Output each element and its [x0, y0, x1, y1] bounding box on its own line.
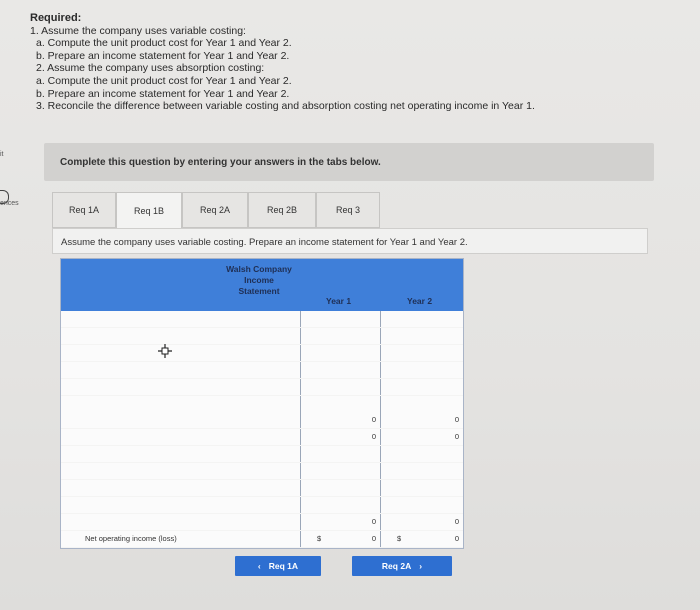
required-line-1: 1. Assume the company uses variable costing:: [30, 24, 246, 37]
label-input[interactable]: [61, 362, 301, 378]
table-row: [61, 480, 463, 496]
label-input[interactable]: [61, 446, 301, 462]
cell-value: 0: [454, 415, 459, 425]
year-1-input[interactable]: [301, 463, 381, 479]
cell-value: 0: [454, 516, 459, 526]
chevron-left-icon: ‹: [257, 561, 261, 571]
company-title: Walsh Company: [226, 264, 292, 274]
year-2-input[interactable]: [381, 311, 463, 327]
prev-req-button[interactable]: [235, 556, 321, 576]
statement-title: Income Statement: [238, 275, 280, 296]
label-input[interactable]: [61, 345, 301, 361]
label-input[interactable]: [61, 379, 301, 395]
required-line-1b: b. Prepare an income statement for Year 1 and Year 2.: [36, 49, 290, 62]
table-row: [61, 446, 463, 462]
year-1-input[interactable]: [301, 345, 381, 361]
year-1-input[interactable]: [301, 429, 381, 445]
year-2-input[interactable]: [381, 531, 463, 547]
tab-req-1a[interactable]: Req 1A: [52, 192, 116, 228]
table-row: [61, 531, 463, 547]
tab-req-3[interactable]: Req 3: [316, 192, 380, 228]
table-row: [61, 362, 463, 378]
year-2-input[interactable]: [381, 514, 463, 530]
year-1-input[interactable]: [301, 362, 381, 378]
year-2-input[interactable]: [381, 429, 463, 445]
label-input[interactable]: [61, 463, 301, 479]
label-input[interactable]: [61, 328, 301, 344]
cell-value: 0: [454, 533, 459, 543]
year-2-input[interactable]: [381, 446, 463, 462]
prev-req-label: Req 1A: [268, 561, 299, 571]
instructions-banner: [44, 143, 654, 181]
cell-value: 0: [454, 432, 459, 442]
income-statement-table: [60, 258, 464, 549]
year-1-header: Year 1: [326, 296, 352, 306]
label-input[interactable]: [61, 497, 301, 513]
year-2-input[interactable]: [381, 463, 463, 479]
row-label: Net operating income (loss): [85, 533, 177, 543]
next-req-button[interactable]: [352, 556, 452, 576]
dollar-sign: $: [397, 533, 402, 543]
label-input[interactable]: [61, 480, 301, 496]
table-row: [61, 514, 463, 530]
table-row: [61, 396, 463, 412]
table-header: [61, 259, 463, 311]
year-1-input[interactable]: [301, 497, 381, 513]
chevron-right-icon: ›: [419, 561, 423, 571]
required-line-1a: a. Compute the unit product cost for Year 1 and Year 2.: [36, 37, 292, 50]
table-row: [61, 497, 463, 513]
year-1-input[interactable]: [301, 396, 381, 412]
year-1-input[interactable]: [301, 412, 381, 428]
table-row: [61, 429, 463, 445]
required-line-2a: a. Compute the unit product cost for Year 1 and Year 2.: [36, 74, 292, 87]
banner-text: Complete this question by entering your answers in the tabs below.: [60, 157, 381, 168]
year-1-input[interactable]: [301, 328, 381, 344]
year-2-input[interactable]: [381, 345, 463, 361]
year-2-input[interactable]: [381, 362, 463, 378]
year-2-input[interactable]: [381, 412, 463, 428]
cell-value: 0: [371, 432, 376, 442]
next-req-label: Req 2A: [381, 561, 412, 571]
table-row: [61, 345, 463, 361]
label-input[interactable]: [61, 531, 301, 547]
label-input[interactable]: [61, 396, 301, 412]
table-row: [61, 412, 463, 428]
required-line-3: 3. Reconcile the difference between variable costing and absorption costing net operating income in Year 1.: [36, 100, 535, 113]
tab-req-2b[interactable]: Req 2B: [248, 192, 316, 228]
table-row: [61, 379, 463, 395]
table-row: [61, 311, 463, 327]
table-row: [61, 463, 463, 479]
year-2-input[interactable]: [381, 480, 463, 496]
year-2-input[interactable]: [381, 328, 463, 344]
cell-value: 0: [371, 533, 376, 543]
question-instruction: Assume the company uses variable costing. Prepare an income statement for Year 1 and Year 2.: [52, 228, 648, 254]
required-line-2b: b. Prepare an income statement for Year 1 and Year 2.: [36, 87, 290, 100]
required-line-2: 2. Assume the company uses absorption costing:: [36, 62, 265, 75]
cell-value: 0: [371, 415, 376, 425]
company-name: [223, 264, 295, 297]
required-section: [30, 12, 535, 113]
tab-req-2a[interactable]: Req 2A: [182, 192, 248, 228]
tab-req-1b[interactable]: Req 1B: [116, 192, 182, 229]
move-cursor-icon: [157, 343, 173, 359]
year-1-input[interactable]: [301, 480, 381, 496]
side-fragment-bottom: ences: [0, 200, 19, 207]
label-input[interactable]: [61, 412, 301, 428]
required-title: Required:: [30, 12, 82, 24]
year-2-input[interactable]: [381, 497, 463, 513]
year-1-input[interactable]: [301, 446, 381, 462]
year-2-header: Year 2: [407, 296, 433, 306]
label-input[interactable]: [61, 429, 301, 445]
year-2-input[interactable]: [381, 396, 463, 412]
year-1-input[interactable]: [301, 311, 381, 327]
year-1-input[interactable]: [301, 531, 381, 547]
year-1-input[interactable]: [301, 379, 381, 395]
year-1-input[interactable]: [301, 514, 381, 530]
cell-value: 0: [371, 516, 376, 526]
table-row: [61, 328, 463, 344]
label-input[interactable]: [61, 514, 301, 530]
year-2-input[interactable]: [381, 379, 463, 395]
label-input[interactable]: [61, 311, 301, 327]
side-fragment-top: it: [0, 151, 4, 158]
dollar-sign: $: [317, 533, 322, 543]
